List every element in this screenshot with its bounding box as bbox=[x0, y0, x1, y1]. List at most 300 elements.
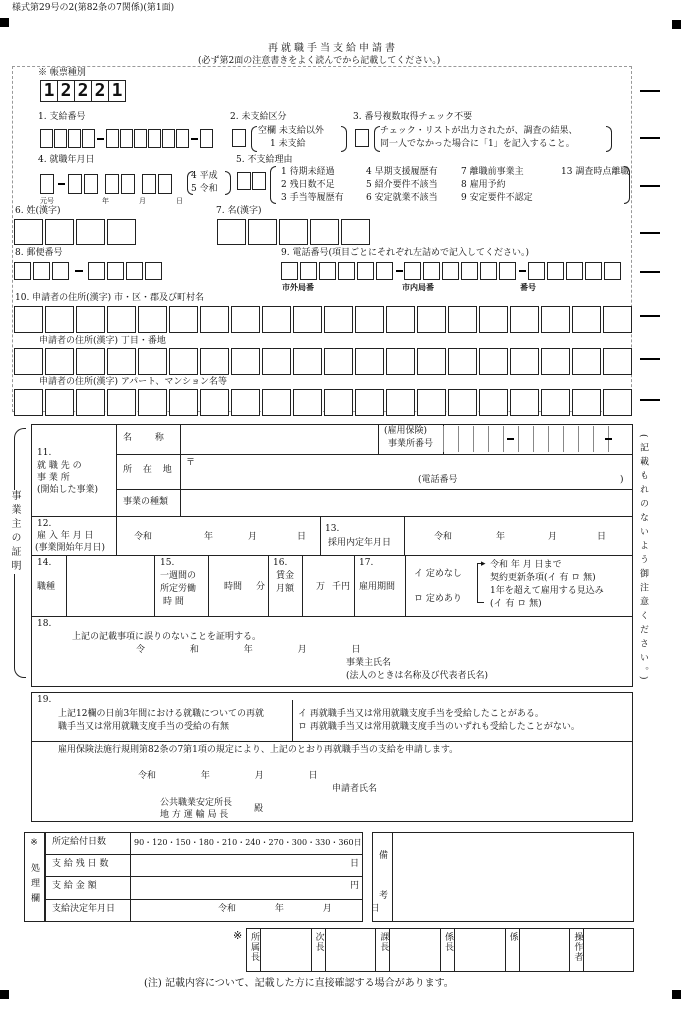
form-type-digit: 1 bbox=[111, 80, 123, 101]
rule bbox=[45, 854, 363, 855]
hyphen-mark bbox=[191, 138, 198, 140]
office-number-separator bbox=[503, 426, 504, 452]
address-box[interactable] bbox=[138, 348, 167, 375]
postal-mark: 〒 bbox=[186, 458, 196, 468]
address-box[interactable] bbox=[14, 306, 43, 333]
hyphen-mark bbox=[605, 438, 612, 440]
phone-box[interactable] bbox=[585, 262, 602, 280]
employment-date-box[interactable] bbox=[40, 174, 54, 194]
postal-code-box[interactable] bbox=[14, 262, 31, 280]
rule bbox=[180, 424, 181, 516]
phone-box[interactable] bbox=[338, 262, 355, 280]
term-until: 令和 年 月 日まで bbox=[490, 560, 562, 570]
rule bbox=[583, 928, 584, 972]
phone-box[interactable] bbox=[442, 262, 459, 280]
era-caption: 元号 bbox=[40, 197, 54, 205]
address-box[interactable] bbox=[572, 348, 601, 375]
payment-number-box[interactable] bbox=[68, 129, 81, 148]
employment-date-box[interactable] bbox=[68, 174, 82, 194]
form-number: 様式第29号の2(第82条の7関係)(第1面) bbox=[12, 3, 175, 13]
employer-owner-note: (法人のときは名称及び代表者氏名) bbox=[346, 671, 489, 681]
payment-number-label: 1. 支給番号 bbox=[38, 112, 86, 122]
hyphen-mark bbox=[396, 270, 403, 272]
employer-address-field[interactable] bbox=[182, 456, 631, 487]
address-box[interactable] bbox=[45, 306, 74, 333]
hire-date-month: 月 bbox=[248, 532, 258, 542]
unpaid-class-input[interactable] bbox=[232, 129, 246, 147]
address-box[interactable] bbox=[324, 348, 353, 375]
registration-mark bbox=[0, 990, 9, 999]
decision-date: 令和 年 月 日 bbox=[218, 904, 380, 914]
address-box[interactable] bbox=[262, 306, 291, 333]
registration-mark bbox=[672, 20, 681, 29]
offer-date-day: 日 bbox=[597, 532, 607, 542]
employment-date-box[interactable] bbox=[142, 174, 156, 194]
address-box[interactable] bbox=[572, 389, 601, 416]
surname-box[interactable] bbox=[76, 219, 105, 245]
phone-label: 9. 電話番号(項目ごとにそれぞれ左詰めで記入してください。) bbox=[281, 248, 529, 258]
form-type-digit: 2 bbox=[92, 81, 109, 101]
addressee-dono: 殿 bbox=[254, 804, 264, 814]
form-subtitle: (必ず第2面の注意書きをよく読んでから記載してください。) bbox=[198, 56, 441, 66]
s19-answer-no[interactable]: ロ 再就職手当又は常用就職支度手当のいずれも受給したことがない。 bbox=[298, 722, 580, 732]
employer-address-label: 所 在 地 bbox=[123, 465, 176, 475]
phone-box[interactable] bbox=[604, 262, 621, 280]
rule bbox=[31, 616, 633, 617]
applicant-name-label: 申請者氏名 bbox=[332, 784, 378, 794]
office-number-separator bbox=[563, 426, 564, 452]
rule bbox=[116, 516, 117, 555]
timing-mark bbox=[640, 399, 660, 401]
bracket bbox=[477, 563, 484, 603]
payment-number-box[interactable] bbox=[120, 129, 133, 148]
s19-number: 19. bbox=[37, 695, 52, 705]
s11-label-3: (開始した事業) bbox=[37, 485, 99, 495]
reason-item: 3 手当等履歴有 bbox=[281, 193, 344, 203]
rule bbox=[454, 928, 455, 972]
s19-answer-yes[interactable]: イ 再就職手当又は常用就職支度手当を受給したことがある。 bbox=[298, 709, 544, 719]
hyphen-mark bbox=[75, 270, 83, 272]
s19-question-1: 上記12欄の日前3年間における就職についての再就 bbox=[58, 709, 264, 719]
address-box[interactable] bbox=[541, 348, 570, 375]
remarks-label: 備 考 bbox=[377, 850, 387, 913]
address-box[interactable] bbox=[262, 389, 291, 416]
unpaid-option-blank: 空欄 未支給以外 bbox=[258, 126, 324, 136]
period-no-term[interactable]: イ 定めなし bbox=[414, 569, 462, 579]
phone-box[interactable] bbox=[404, 262, 421, 280]
address-box[interactable] bbox=[479, 389, 508, 416]
rule bbox=[404, 516, 405, 555]
address-box[interactable] bbox=[262, 348, 291, 375]
address-city-label: 10. 申請者の住所(漢字) 市・区・郡及び町村名 bbox=[15, 293, 205, 303]
phone-box[interactable] bbox=[281, 262, 298, 280]
year-caption: 年 bbox=[102, 197, 109, 205]
address-box[interactable] bbox=[169, 389, 198, 416]
address-box[interactable] bbox=[169, 348, 198, 375]
phone-box[interactable] bbox=[461, 262, 478, 280]
rule bbox=[505, 928, 506, 972]
rule bbox=[268, 555, 269, 616]
address-box[interactable] bbox=[479, 306, 508, 333]
era-heisei: 4 平成 bbox=[191, 171, 218, 181]
unpaid-option-1: 1 未支給 bbox=[270, 139, 306, 149]
rule bbox=[208, 555, 209, 616]
timing-mark bbox=[640, 315, 660, 317]
address-box[interactable] bbox=[479, 348, 508, 375]
address-box[interactable] bbox=[386, 348, 415, 375]
address-box[interactable] bbox=[293, 306, 322, 333]
address-box[interactable] bbox=[76, 348, 105, 375]
hyphen-mark bbox=[507, 438, 514, 440]
form-title: 再就職手当支給申請書 bbox=[268, 43, 398, 54]
phone-area-caption: 市外局番 bbox=[282, 282, 314, 292]
weekly-hours-label-2: 所定労働 bbox=[160, 584, 197, 594]
address-box[interactable] bbox=[200, 389, 229, 416]
address-box[interactable] bbox=[107, 306, 136, 333]
timing-mark bbox=[640, 185, 660, 187]
address-street-label: 申請者の住所(漢字) 丁目・番地 bbox=[39, 336, 166, 346]
address-box[interactable] bbox=[138, 389, 167, 416]
address-box[interactable] bbox=[76, 306, 105, 333]
hire-date-day: 日 bbox=[297, 532, 307, 542]
stamp-label: 係長 bbox=[443, 932, 453, 952]
payment-number-box[interactable] bbox=[200, 129, 213, 148]
rule bbox=[116, 489, 633, 490]
term-renewal: 契約更新条項(イ 有 ロ 無) bbox=[490, 573, 596, 583]
rule bbox=[375, 928, 376, 972]
form-type-label: ※ 帳票種別 bbox=[38, 68, 86, 78]
business-type-field[interactable] bbox=[182, 491, 631, 515]
address-box[interactable] bbox=[355, 306, 384, 333]
rule bbox=[325, 928, 326, 972]
phone-number-caption: 番号 bbox=[520, 282, 536, 292]
postal-code-box[interactable] bbox=[145, 262, 162, 280]
phone-box[interactable] bbox=[547, 262, 564, 280]
amount-unit: 円 bbox=[350, 881, 360, 891]
employer-phone-label: (電話番号 bbox=[418, 475, 458, 485]
employer-name-field[interactable] bbox=[182, 426, 376, 452]
reason-item: 2 残日数不足 bbox=[281, 180, 335, 190]
rule bbox=[440, 928, 441, 972]
office-number-separator bbox=[458, 426, 459, 452]
address-box[interactable] bbox=[45, 389, 74, 416]
s15-number: 15. bbox=[160, 558, 175, 568]
rule bbox=[116, 424, 117, 516]
postal-code-label: 8. 郵便番号 bbox=[15, 248, 63, 258]
rule bbox=[130, 832, 131, 922]
payment-number-box[interactable] bbox=[176, 129, 189, 148]
address-box[interactable] bbox=[386, 306, 415, 333]
employment-date-label: 4. 就職年月日 bbox=[38, 155, 95, 165]
address-box[interactable] bbox=[448, 348, 477, 375]
employment-date-box[interactable] bbox=[158, 174, 172, 194]
office-number-separator bbox=[488, 426, 489, 452]
duplicate-check-note-1: チェック・リストが出力されたが、調査の結果、 bbox=[380, 126, 578, 136]
certification-date: 令 和 年 月 日 bbox=[136, 645, 361, 655]
payment-number-box[interactable] bbox=[148, 129, 161, 148]
weekly-hours-label-1: 一週間の bbox=[160, 571, 197, 581]
footer-note: (注) 記載内容について、記載した方に直接確認する場合があります。 bbox=[144, 978, 454, 989]
bracket bbox=[225, 171, 231, 195]
hyphen-mark bbox=[97, 138, 104, 140]
office-number-separator bbox=[518, 426, 519, 452]
s11-label-1: 就 職 先 の bbox=[37, 461, 82, 471]
phone-box[interactable] bbox=[480, 262, 497, 280]
address-box[interactable] bbox=[324, 306, 353, 333]
address-box[interactable] bbox=[603, 348, 632, 375]
given-name-box[interactable] bbox=[341, 219, 370, 245]
duplicate-check-label: 3. 番号複数取得チェック不要 bbox=[353, 112, 473, 122]
payment-number-box[interactable] bbox=[82, 129, 95, 148]
hire-date-year: 年 bbox=[204, 532, 214, 542]
certification-text: 上記の記載事項に誤りのないことを証明する。 bbox=[72, 632, 262, 642]
bracket bbox=[624, 166, 630, 204]
rule bbox=[45, 899, 363, 900]
s11-number: 11. bbox=[37, 448, 52, 458]
office-number-separator bbox=[473, 426, 474, 452]
stamp-label: 操作者 bbox=[572, 932, 583, 962]
rule bbox=[519, 928, 520, 972]
employment-period-label: 雇用期間 bbox=[359, 582, 396, 592]
address-box[interactable] bbox=[448, 389, 477, 416]
reason-item: 9 安定要件不認定 bbox=[461, 193, 533, 203]
era-reiwa: 5 令和 bbox=[191, 184, 218, 194]
processing-row-label: 所定給付日数 bbox=[52, 837, 107, 847]
phone-box[interactable] bbox=[319, 262, 336, 280]
surname-box[interactable] bbox=[107, 219, 136, 245]
surname-box[interactable] bbox=[45, 219, 74, 245]
employment-date-box[interactable] bbox=[121, 174, 135, 194]
bracket bbox=[270, 166, 276, 204]
given-name-box[interactable] bbox=[248, 219, 277, 245]
offer-date-era: 令和 bbox=[434, 532, 453, 542]
rule bbox=[311, 928, 312, 972]
given-name-box[interactable] bbox=[310, 219, 339, 245]
timing-mark bbox=[640, 232, 660, 234]
stamp-label: 課長 bbox=[378, 932, 389, 952]
address-box[interactable] bbox=[76, 389, 105, 416]
form-type-digit: 2 bbox=[58, 81, 75, 101]
employment-date-box[interactable] bbox=[84, 174, 98, 194]
employer-owner-label: 事業主氏名 bbox=[346, 658, 392, 668]
payment-number-box[interactable] bbox=[162, 129, 175, 148]
address-box[interactable] bbox=[510, 306, 539, 333]
offer-date-month: 月 bbox=[548, 532, 558, 542]
processing-side-label: ※ 処理欄 bbox=[29, 838, 39, 908]
postal-code-box[interactable] bbox=[126, 262, 143, 280]
address-box[interactable] bbox=[417, 306, 446, 333]
wage-label-1: 賃金 bbox=[276, 571, 295, 581]
given-name-label: 7. 名(漢字) bbox=[216, 206, 262, 216]
payment-number-box[interactable] bbox=[134, 129, 147, 148]
address-box[interactable] bbox=[603, 306, 632, 333]
registration-mark bbox=[672, 990, 681, 999]
given-name-box[interactable] bbox=[279, 219, 308, 245]
address-box[interactable] bbox=[107, 389, 136, 416]
office-number-separator bbox=[443, 426, 444, 452]
offer-date-year: 年 bbox=[496, 532, 506, 542]
address-box[interactable] bbox=[541, 389, 570, 416]
payment-number-box[interactable] bbox=[106, 129, 119, 148]
payment-number-box[interactable] bbox=[54, 129, 67, 148]
address-box[interactable] bbox=[603, 389, 632, 416]
address-box[interactable] bbox=[572, 306, 601, 333]
form-type-digit: 2 bbox=[75, 81, 92, 101]
phone-box[interactable] bbox=[423, 262, 440, 280]
s17-number: 17. bbox=[359, 558, 374, 568]
address-box[interactable] bbox=[386, 389, 415, 416]
form-type-digits bbox=[40, 80, 126, 102]
remaining-days-unit: 日 bbox=[350, 859, 360, 869]
reason-item: 8 雇用予約 bbox=[461, 180, 506, 190]
addressee-2: 地 方 運 輸 局 長 bbox=[160, 810, 229, 820]
address-box[interactable] bbox=[417, 389, 446, 416]
address-box[interactable] bbox=[324, 389, 353, 416]
stamp-asterisk: ※ bbox=[233, 929, 243, 942]
business-type-label: 事業の種類 bbox=[123, 497, 169, 507]
surname-label: 6. 姓(漢字) bbox=[15, 206, 61, 216]
s19-question-2: 職手当又は常用就職支度手当の受給の有無 bbox=[58, 722, 230, 732]
hyphen-mark bbox=[519, 270, 526, 272]
payment-number-box[interactable] bbox=[40, 129, 53, 148]
employment-date-box[interactable] bbox=[105, 174, 119, 194]
reason-item: 5 紹介要件不該当 bbox=[366, 180, 438, 190]
employer-name-label: 名 称 bbox=[123, 433, 174, 443]
duplicate-check-input[interactable] bbox=[355, 129, 369, 147]
rule bbox=[389, 928, 390, 972]
bracket bbox=[341, 126, 347, 152]
offer-date-label: 採用内定年月日 bbox=[328, 538, 392, 548]
address-box[interactable] bbox=[138, 306, 167, 333]
address-box[interactable] bbox=[541, 306, 570, 333]
insurance-label-1: (雇用保険) bbox=[384, 426, 428, 436]
postal-code-box[interactable] bbox=[33, 262, 50, 280]
reason-item: 1 待期未経過 bbox=[281, 167, 335, 177]
address-box[interactable] bbox=[14, 389, 43, 416]
timing-mark bbox=[640, 358, 660, 360]
s18-number: 18. bbox=[37, 619, 52, 629]
day-caption: 日 bbox=[176, 197, 183, 205]
processing-row-label: 支 給 金 額 bbox=[52, 881, 97, 891]
address-box[interactable] bbox=[200, 306, 229, 333]
postal-code-box[interactable] bbox=[88, 262, 105, 280]
postal-code-box[interactable] bbox=[107, 262, 124, 280]
form-type-digit: 1 bbox=[41, 81, 58, 101]
rule bbox=[405, 555, 406, 616]
rule bbox=[154, 555, 155, 616]
office-number-separator bbox=[593, 426, 594, 452]
employer-side-label: 事業主の証明 bbox=[9, 490, 20, 574]
bracket bbox=[251, 126, 257, 152]
unpaid-class-label: 2. 未支給区分 bbox=[230, 112, 287, 122]
address-building-label: 申請者の住所(漢字) アパート、マンション名等 bbox=[39, 377, 227, 387]
address-box[interactable] bbox=[510, 348, 539, 375]
term-over-year: 1年を超えて雇用する見込み bbox=[490, 586, 604, 596]
processing-row-label: 支 給 残 日 数 bbox=[52, 859, 109, 869]
phone-box[interactable] bbox=[300, 262, 317, 280]
weekly-hours-label-3: 時 間 bbox=[163, 597, 184, 607]
month-caption: 月 bbox=[139, 197, 146, 205]
timing-mark bbox=[640, 271, 660, 273]
address-box[interactable] bbox=[14, 348, 43, 375]
rule bbox=[31, 516, 633, 517]
s13-number: 13. bbox=[325, 524, 340, 534]
reason-item: 13 調査時点離職 bbox=[561, 167, 630, 177]
period-with-term[interactable]: ロ 定めあり bbox=[414, 594, 462, 604]
s11-label-2: 事 業 所 bbox=[37, 473, 70, 483]
address-box[interactable] bbox=[417, 348, 446, 375]
minutes-unit: 分 bbox=[256, 582, 266, 592]
declaration-text: 雇用保険法施行規則第82条の7第1項の規定により、上記のとおり再就職手当の支給を申請します。 bbox=[58, 745, 459, 755]
wage-label-2: 月額 bbox=[276, 584, 295, 594]
timing-mark bbox=[640, 90, 660, 92]
wage-man-unit: 万 bbox=[316, 582, 326, 592]
phone-local-caption: 市内局番 bbox=[402, 282, 434, 292]
surname-box[interactable] bbox=[14, 219, 43, 245]
rule bbox=[302, 555, 303, 616]
registration-mark bbox=[0, 18, 9, 27]
address-box[interactable] bbox=[231, 348, 260, 375]
address-box[interactable] bbox=[293, 389, 322, 416]
address-box[interactable] bbox=[231, 389, 260, 416]
given-name-box[interactable] bbox=[217, 219, 246, 245]
duplicate-check-note-2: 同一人でなかった場合に「1」を記入すること。 bbox=[380, 139, 575, 149]
non-payment-reason-input[interactable] bbox=[252, 172, 266, 190]
phone-box[interactable] bbox=[376, 262, 393, 280]
address-box[interactable] bbox=[169, 306, 198, 333]
reason-item: 4 早期支援履歴有 bbox=[366, 167, 438, 177]
benefit-days-options: 90・120・150・180・210・240・270・300・330・360日 bbox=[134, 838, 362, 847]
right-vertical-note: (記載もれのないよう御注意ください。) bbox=[638, 434, 648, 685]
phone-box[interactable] bbox=[357, 262, 374, 280]
address-box[interactable] bbox=[510, 389, 539, 416]
term-over-year-options: (イ 有 ロ 無) bbox=[490, 599, 542, 609]
reason-item: 7 離職前事業主 bbox=[461, 167, 524, 177]
address-box[interactable] bbox=[293, 348, 322, 375]
rule bbox=[392, 832, 393, 922]
office-number-separator bbox=[548, 426, 549, 452]
address-box[interactable] bbox=[231, 306, 260, 333]
rule bbox=[45, 876, 363, 877]
processing-row-label: 支給決定年月日 bbox=[52, 904, 116, 914]
rule bbox=[66, 555, 67, 616]
rule bbox=[569, 928, 570, 972]
address-box[interactable] bbox=[355, 348, 384, 375]
rule bbox=[292, 700, 293, 741]
stamp-label: 係 bbox=[507, 932, 518, 942]
postal-code-box[interactable] bbox=[52, 262, 69, 280]
hyphen-mark bbox=[58, 183, 65, 185]
rule bbox=[320, 516, 321, 555]
address-box[interactable] bbox=[107, 348, 136, 375]
phone-box[interactable] bbox=[499, 262, 516, 280]
address-box[interactable] bbox=[355, 389, 384, 416]
address-box[interactable] bbox=[45, 348, 74, 375]
phone-box[interactable] bbox=[528, 262, 545, 280]
addressee-1: 公共職業安定所長 bbox=[160, 798, 233, 808]
remarks-field[interactable] bbox=[394, 834, 632, 920]
arrow-icon: ▸ bbox=[481, 559, 486, 569]
hire-date-label-2: (事業開始年月日) bbox=[35, 543, 106, 553]
address-box[interactable] bbox=[200, 348, 229, 375]
address-box[interactable] bbox=[448, 306, 477, 333]
rule bbox=[260, 928, 261, 972]
s14-number: 14. bbox=[37, 558, 52, 568]
hire-date-label-1: 雇 入 年 月 日 bbox=[37, 531, 94, 541]
s12-number: 12. bbox=[37, 519, 52, 529]
phone-box[interactable] bbox=[566, 262, 583, 280]
non-payment-reason-input[interactable] bbox=[237, 172, 251, 190]
